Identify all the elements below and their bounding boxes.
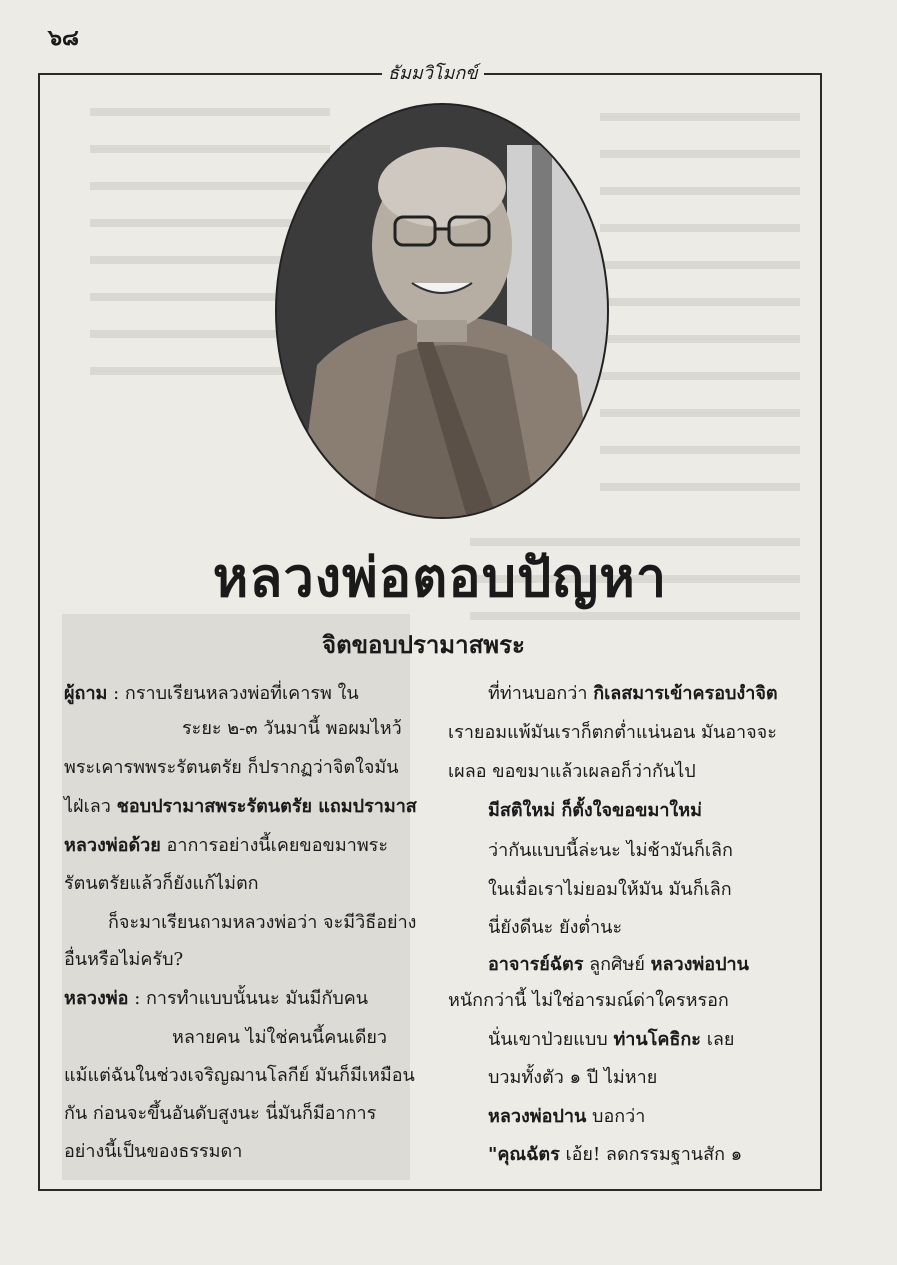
question-line: ไฝ่เลว [64, 796, 117, 817]
question-line: ระยะ ๒-๓ วันมานี้ พอผมไหว้ [182, 718, 402, 739]
answer-emphasis: อาจารย์ฉัตร [488, 954, 584, 975]
article-subtitle: จิตขอบปรามาสพระ [322, 631, 525, 659]
answer-emphasis: "คุณฉัตร [488, 1144, 560, 1165]
answer-line: เอ้ย! ลดกรรมฐานสัก ๑ [559, 1144, 743, 1165]
answer-emphasis: ท่านโคธิกะ [613, 1029, 701, 1050]
running-head: ธัมมวิโมกข์ [382, 58, 484, 87]
answer-speaker: หลวงพ่อ [64, 988, 129, 1009]
answer-line: นั่นเขาป่วยแบบ [488, 1029, 614, 1050]
answer-line: หลายคน ไม่ใช่คนนี้คนเดียว [172, 1027, 388, 1048]
question-line: อาการอย่างนี้เคยขอขมาพระ [160, 835, 389, 856]
answer-line: อย่างนี้เป็นของธรรมดา [64, 1141, 243, 1162]
answer-line: บอกว่า [586, 1106, 646, 1127]
answer-line: : การทำแบบนั้นนะ มันมีกับคน [128, 988, 369, 1009]
answer-line: เลย [700, 1029, 735, 1050]
page-number: ๖๘ [48, 25, 79, 51]
answer-line: กัน ก่อนจะขึ้นอันดับสูงนะ นี่มันก็มีอาการ [64, 1103, 377, 1124]
article-title: หลวงพ่อตอบปัญหา [212, 546, 668, 609]
answer-line: ในเมื่อเราไม่ยอมให้มัน มันก็เลิก [488, 879, 732, 900]
answer-line: ที่ท่านบอกว่า [488, 683, 594, 704]
question-emphasis: ชอบปรามาสพระรัตนตรัย แถมปรามาส [116, 796, 417, 817]
answer-line: บวมทั้งตัว ๑ ปี ไม่หาย [488, 1067, 658, 1088]
question-speaker: ผู้ถาม [64, 683, 108, 704]
answer-line: นี่ยังดีนะ ยังต่ำนะ [488, 917, 623, 938]
question-line: ก็จะมาเรียนถามหลวงพ่อว่า จะมีวิธีอย่าง [108, 912, 417, 933]
answer-emphasis: กิเลสมารเข้าครอบงำจิต [593, 683, 778, 704]
answer-line: ว่ากันแบบนี้ล่ะนะ ไม่ช้ามันก็เลิก [488, 840, 733, 861]
answer-line: เผลอ ขอขมาแล้วเผลอก็ว่ากันไป [448, 761, 696, 782]
question-line: พระเคารพพระรัตนตรัย ก็ปรากฏว่าจิตใจมัน [64, 757, 399, 778]
answer-emphasis: หลวงพ่อปาน [488, 1106, 587, 1127]
answer-line: ลูกศิษย์ [583, 954, 651, 975]
answer-emphasis: หลวงพ่อปาน [650, 954, 749, 975]
answer-line: หนักกว่านี้ ไม่ใช่อารมณ์ด่าใครหรอก [448, 990, 729, 1011]
answer-line: แม้แต่ฉันในช่วงเจริญฌานโลกีย์ มันก็มีเหมือน [64, 1065, 415, 1086]
answer-emphasis: มีสติใหม่ ก็ตั้งใจขอขมาใหม่ [488, 800, 702, 821]
question-line: อื่นหรือไม่ครับ? [64, 949, 184, 970]
question-emphasis: หลวงพ่อด้วย [64, 835, 161, 856]
question-line: รัตนตรัยแล้วก็ยังแก้ไม่ตก [64, 873, 259, 894]
monk-portrait [275, 103, 609, 519]
question-line: : กราบเรียนหลวงพ่อที่เคารพ ใน [107, 683, 359, 704]
answer-line: เรายอมแพ้มันเราก็ตกต่ำแน่นอน มันอาจจะ [448, 722, 777, 743]
